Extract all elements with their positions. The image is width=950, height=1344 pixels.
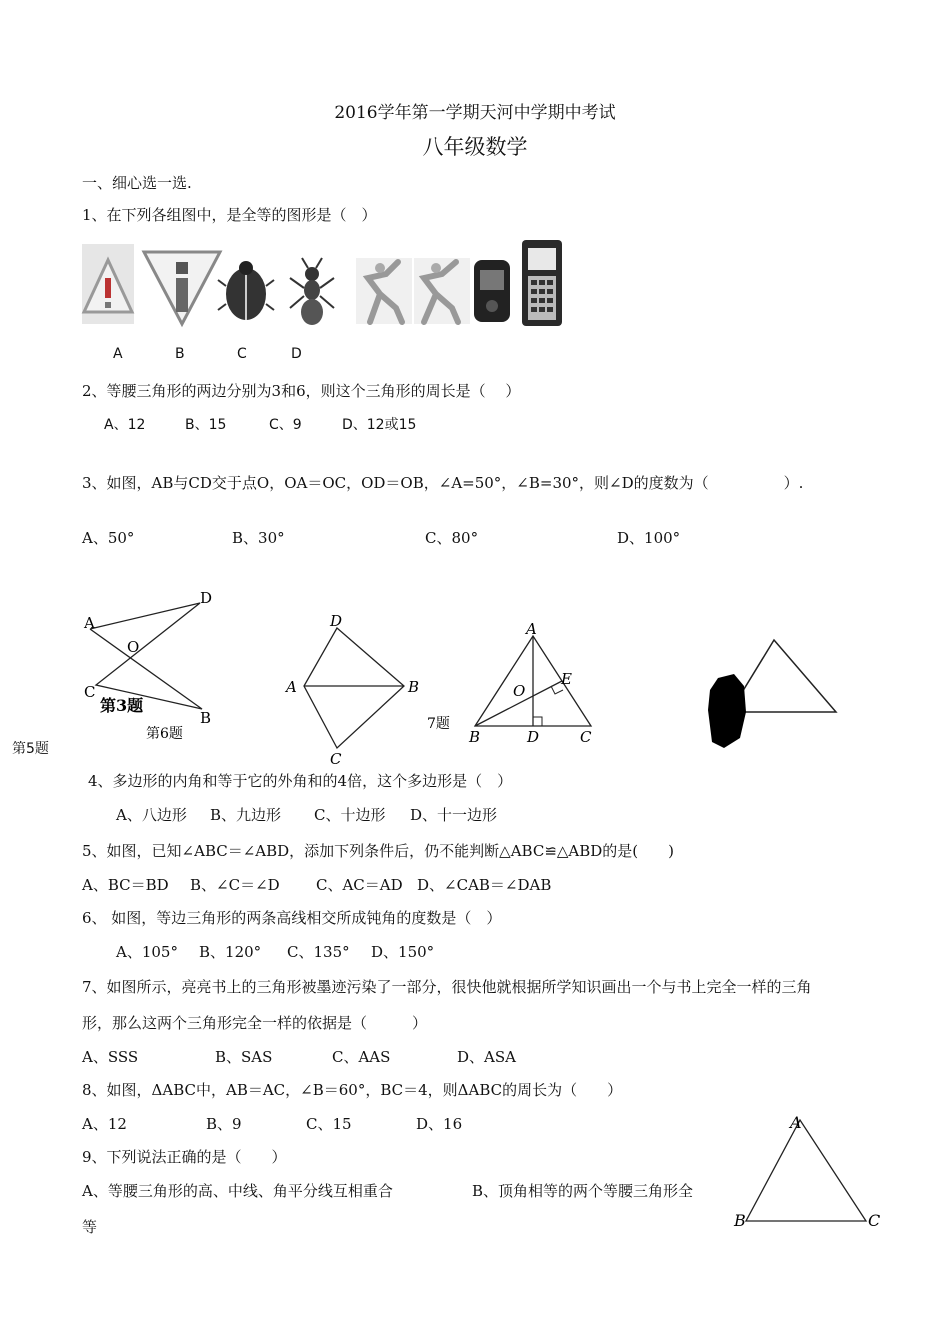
q8-option-c: C、15 (306, 1115, 352, 1133)
q5-option-d: D、∠CAB＝∠DAB (417, 876, 552, 894)
point-label-d: D (527, 728, 540, 746)
q4-option-a: A、八边形 (116, 806, 187, 824)
point-label-b: B (734, 1211, 746, 1230)
question-6-stem: 6、 如图，等边三角形的两条高线相交所成钝角的度数是（ ） (82, 909, 502, 927)
point-label-b: B (200, 709, 212, 727)
q7-option-b: B、SAS (215, 1048, 273, 1066)
q2-option-a: A、12 (104, 417, 146, 433)
question-7-stem-line2: 形，那么这两个三角形完全一样的依据是（ ） (82, 1014, 428, 1032)
figure-7-caption: 7题 (427, 716, 450, 732)
q2-option-d: D、12或15 (342, 417, 417, 433)
figure-6-caption: 第6题 (146, 726, 183, 742)
q8-option-d: D、16 (416, 1115, 463, 1133)
page-title: 八年级数学 (422, 135, 528, 159)
question-1-figures (80, 238, 570, 330)
question-4-stem: 4、多边形的内角和等于它的外角和的4倍，这个多边形是（ ） (88, 772, 513, 790)
warning-sign-triangle-icon (82, 244, 134, 324)
q6-option-b: B、120° (199, 943, 262, 961)
exam-title: 2016学年第一学期天河中学期中考试 (334, 103, 616, 123)
q3-option-a: A、50° (82, 529, 135, 547)
point-label-b: B (408, 678, 420, 696)
dancer-figure-icon (356, 258, 412, 324)
q5-option-b: B、∠C＝∠D (190, 876, 280, 894)
q9-option-a: A、等腰三角形的高、中线、角平分线互相重合 (82, 1182, 393, 1200)
q7-option-a: A、SSS (82, 1048, 139, 1066)
point-label-o: O (127, 638, 140, 656)
q6-option-d: D、150° (371, 943, 435, 961)
point-label-c: C (580, 728, 592, 746)
q1-label-a: A (113, 346, 123, 362)
q3-option-c: C、80° (425, 529, 479, 547)
q2-option-b: B、15 (185, 417, 227, 433)
warning-sign-inverted-icon (144, 252, 220, 324)
point-label-e: E (561, 670, 572, 688)
q2-option-c: C、9 (269, 417, 302, 433)
question-7-stem-line1: 7、如图所示，亮亮书上的三角形被墨迹污染了一部分，很快他就根据所学知识画出一个与书上完全一样的三角 (82, 978, 812, 996)
point-label-c: C (868, 1211, 881, 1230)
figure-question-5 (282, 606, 432, 768)
q9-option-b: B、顶角相等的两个等腰三角形全 (472, 1182, 694, 1200)
q4-option-c: C、十边形 (314, 806, 386, 824)
point-label-c: C (330, 750, 342, 768)
question-9-stem: 9、下列说法正确的是（ ） (82, 1148, 287, 1166)
point-label-a: A (790, 1113, 802, 1132)
q4-option-d: D、十一边形 (410, 806, 498, 824)
q6-option-c: C、135° (287, 943, 350, 961)
dancer-figure-icon (414, 258, 470, 324)
figure-question-3 (80, 585, 230, 745)
q3-option-b: B、30° (232, 529, 285, 547)
point-label-a: A (526, 620, 537, 638)
q1-label-b: B (175, 346, 185, 362)
mobile-phone-icon (474, 260, 510, 322)
q4-option-b: B、九边形 (210, 806, 282, 824)
question-5-stem: 5、如图，已知∠ABC＝∠ABD，添加下列条件后，仍不能判断△ABC≌△ABD的是( ) (82, 842, 675, 860)
ant-icon (290, 258, 334, 325)
ink-stain-shape (708, 674, 746, 748)
point-label-d: D (200, 589, 213, 607)
question-1-stem: 1、在下列各组图中，是全等的图形是（ ） (82, 206, 377, 224)
point-label-b: B (469, 728, 481, 746)
q3-option-d: D、100° (617, 529, 681, 547)
q1-label-c: C (237, 346, 247, 362)
point-label-d: D (330, 612, 343, 630)
mobile-phone-keypad-icon (522, 240, 562, 326)
q8-option-b: B、9 (206, 1115, 242, 1133)
q7-option-d: D、ASA (457, 1048, 516, 1066)
q5-option-c: C、AC＝AD (316, 876, 403, 894)
q9-option-b-continued: 等 (82, 1218, 98, 1236)
point-label-o: O (513, 682, 526, 700)
q6-option-a: A、105° (116, 943, 178, 961)
point-label-a: A (84, 614, 95, 632)
section-heading: 一、细心选一选. (82, 174, 192, 192)
figure-3-caption: 第3题 (100, 696, 144, 715)
figure-question-6 (425, 612, 600, 752)
q7-option-c: C、AAS (332, 1048, 391, 1066)
figure-question-8 (730, 1110, 890, 1234)
question-8-stem: 8、如图，ΔABC中，AB＝AC，∠B＝60°，BC＝4，则ΔABC的周长为（ ） (82, 1081, 623, 1099)
q8-option-a: A、12 (82, 1115, 127, 1133)
q1-label-d: D (291, 346, 302, 362)
figure-5-caption: 第5题 (12, 741, 49, 757)
question-2-stem: 2、等腰三角形的两边分别为3和6，则这个三角形的周长是（ ） (82, 382, 521, 400)
q5-option-a: A、BC＝BD (82, 876, 169, 894)
question-3-stem: 3、如图，AB与CD交于点O，OA＝OC，OD＝OB，∠A=50°，∠B=30°，则∠D的度数为（ ）. (82, 474, 804, 492)
beetle-icon (218, 261, 274, 320)
figure-question-7 (700, 630, 850, 755)
point-label-a: A (286, 678, 297, 696)
point-label-c: C (84, 683, 96, 701)
